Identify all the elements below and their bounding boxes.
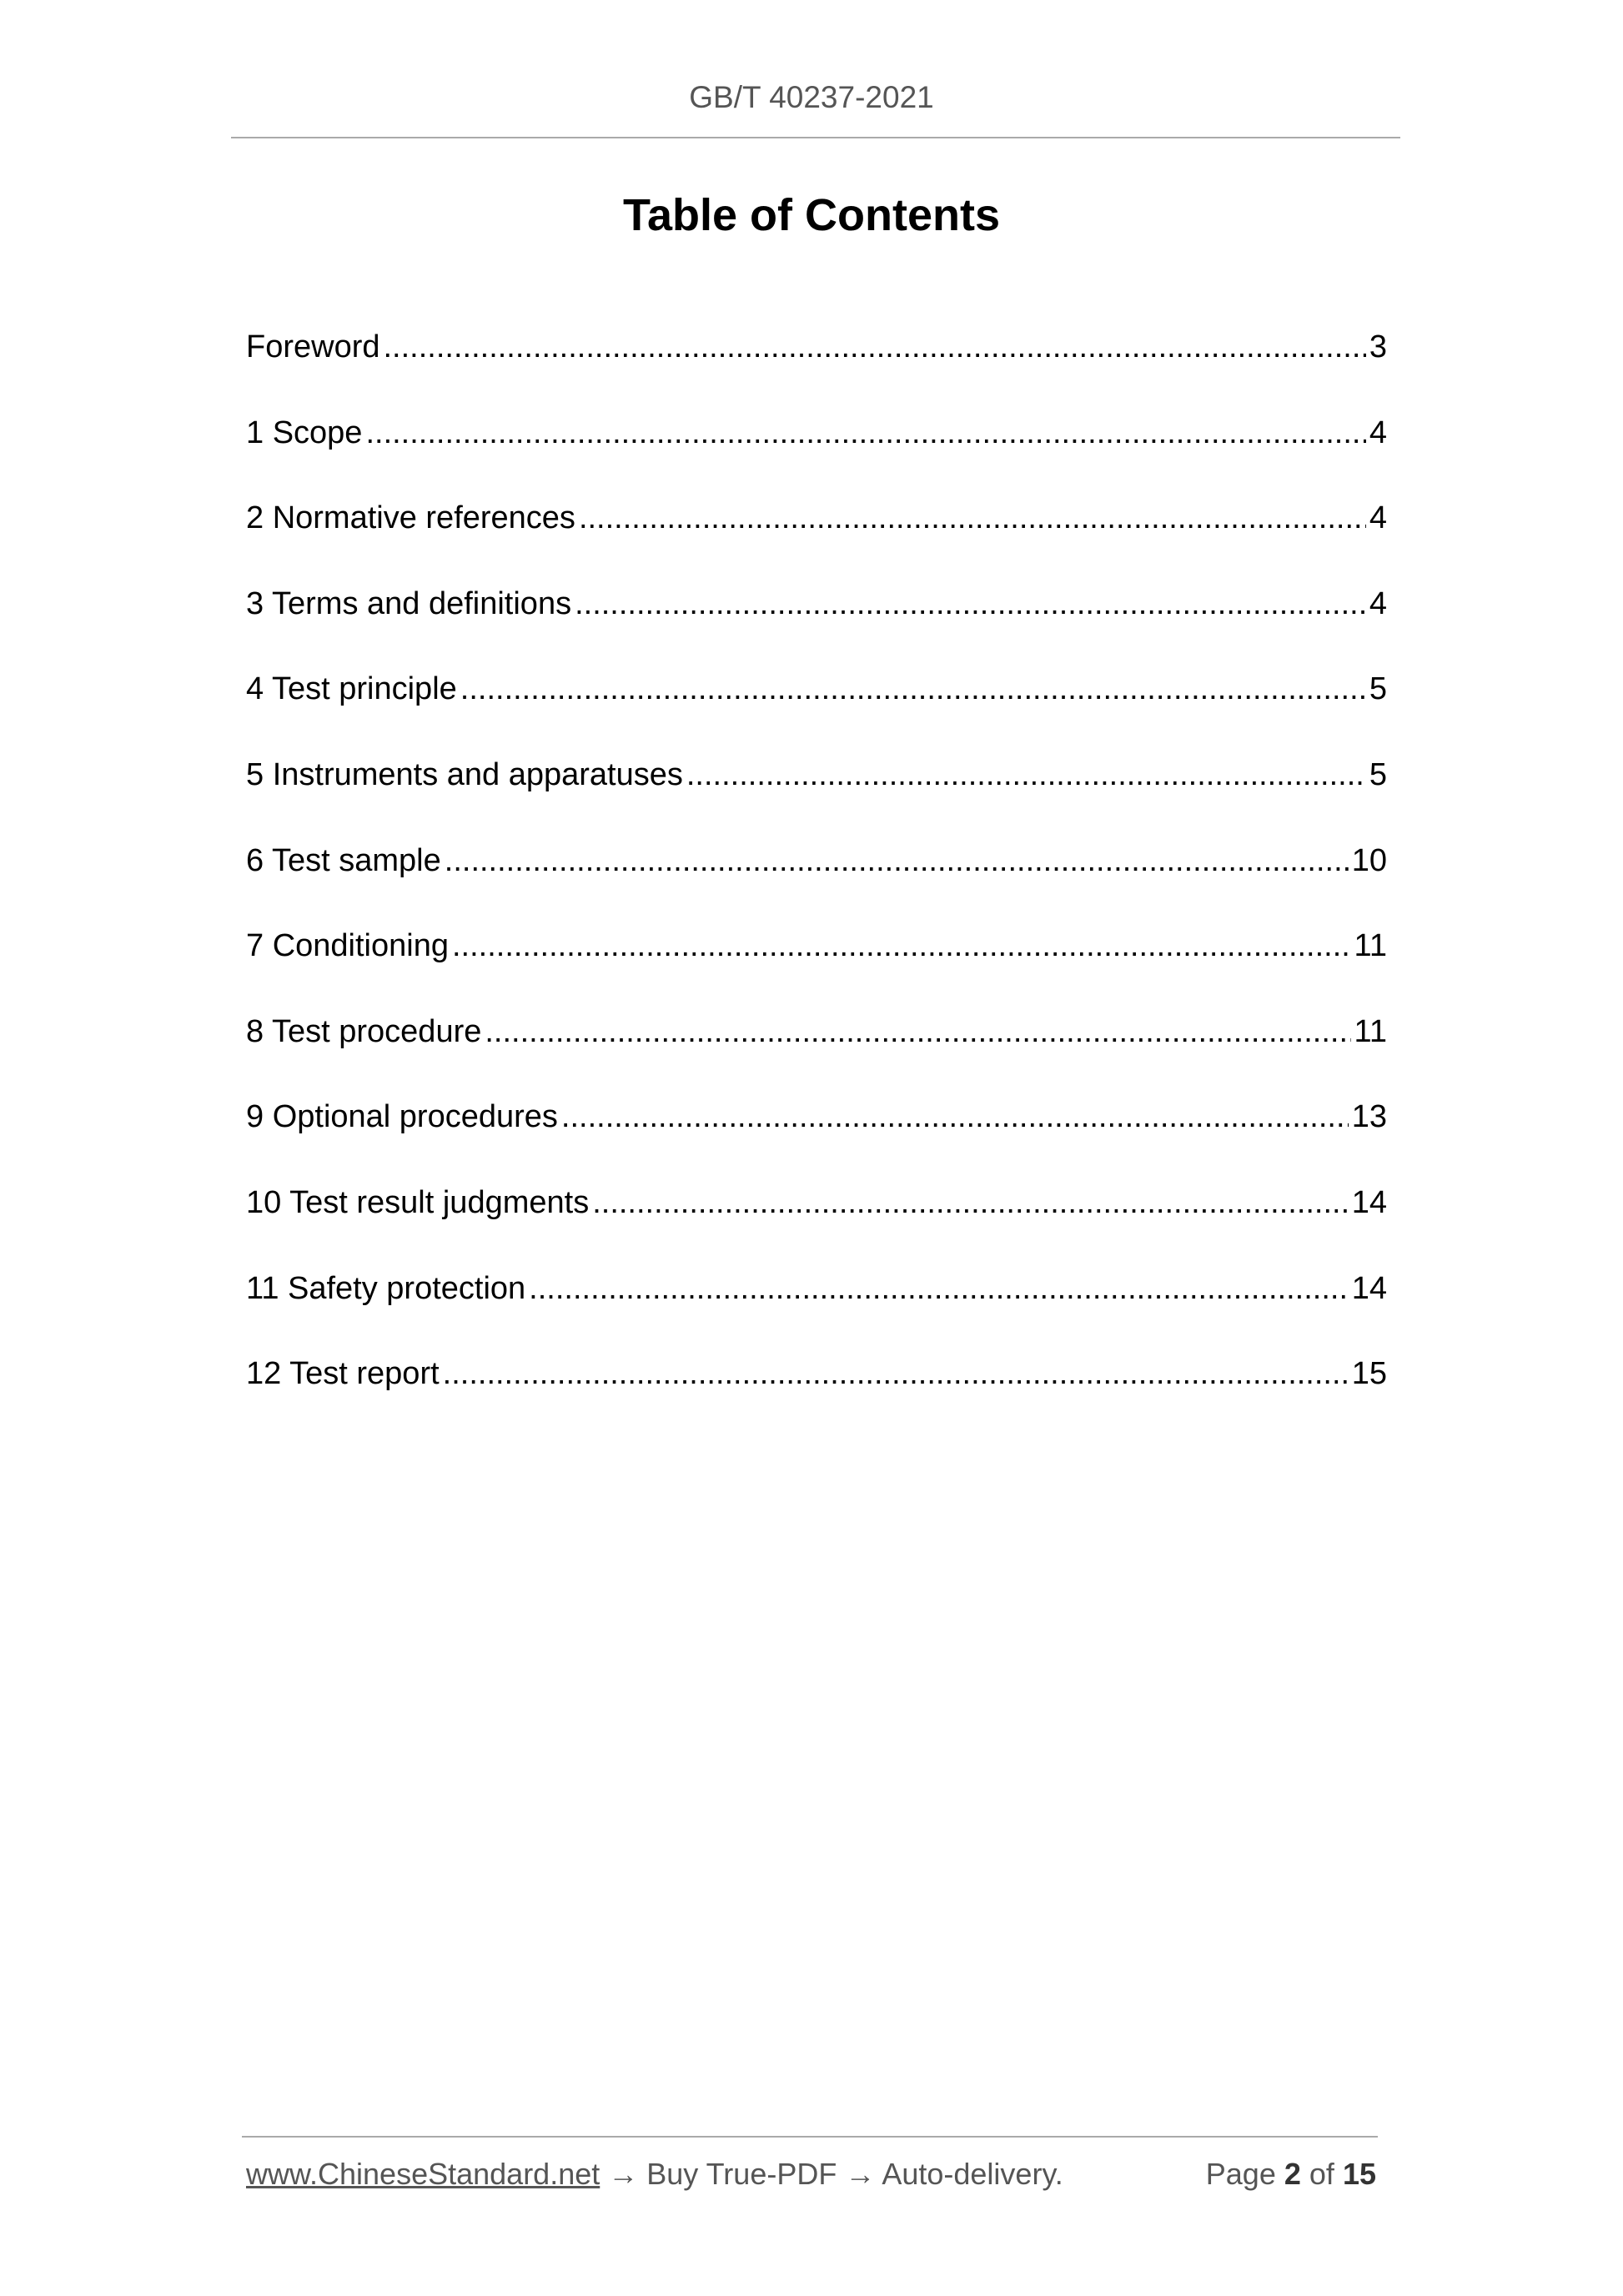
toc-entry-conditioning[interactable] <box>246 921 1387 1007</box>
page-indicator <box>1206 2157 1376 2192</box>
toc-entry-label: 5 Instruments and apparatuses <box>246 756 683 792</box>
toc-entry-test-report[interactable] <box>246 1349 1387 1434</box>
toc-entry-page: 5 <box>1369 671 1387 707</box>
toc-entry-page: 4 <box>1369 414 1387 450</box>
toc-entry-label: 9 Optional procedures <box>246 1099 558 1135</box>
toc-dot-leader <box>445 836 1349 886</box>
toc-entry-label: 10 Test result judgments <box>246 1184 590 1220</box>
footer-promo <box>246 2157 1063 2192</box>
toc-entry-optional-procedures[interactable] <box>246 1092 1387 1178</box>
toc-dot-leader <box>575 579 1366 629</box>
toc-dot-leader <box>365 408 1365 458</box>
toc-entry-test-sample[interactable] <box>246 836 1387 922</box>
toc-entry-label: Foreword <box>246 329 380 364</box>
toc-entry-instruments-and-apparatuses[interactable] <box>246 750 1387 836</box>
toc-dot-leader <box>452 921 1351 971</box>
toc-dot-leader <box>384 322 1366 372</box>
toc-entry-label: 1 Scope <box>246 414 363 450</box>
toc-entry-page: 4 <box>1369 585 1387 621</box>
total-pages-number: 15 <box>1342 2157 1376 2191</box>
toc-entry-label: 6 Test sample <box>246 842 441 878</box>
toc-dot-leader <box>443 1349 1349 1399</box>
toc-entry-page: 14 <box>1351 1184 1387 1220</box>
toc-entry-label: 2 Normative references <box>246 500 575 536</box>
footer-divider <box>242 2136 1378 2138</box>
page-footer <box>246 2157 1376 2192</box>
toc-entry-page: 10 <box>1351 842 1387 878</box>
toc-dot-leader <box>561 1092 1349 1142</box>
toc-entry-label: 4 Test principle <box>246 671 457 707</box>
toc-dot-leader <box>686 750 1366 800</box>
toc-entry-terms-and-definitions[interactable] <box>246 579 1387 665</box>
toc-entry-label: 11 Safety protection <box>246 1270 526 1306</box>
toc-entry-page: 11 <box>1354 928 1387 964</box>
promo-text: → Buy True-PDF → Auto-delivery. <box>608 2157 1063 2191</box>
toc-entry-label: 3 Terms and definitions <box>246 585 572 621</box>
toc-title: Table of Contents <box>623 190 1000 240</box>
toc-dot-leader <box>592 1178 1349 1228</box>
toc-entry-test-result-judgments[interactable] <box>246 1178 1387 1264</box>
toc-entry-test-principle[interactable] <box>246 664 1387 750</box>
toc-entry-safety-protection[interactable] <box>246 1264 1387 1349</box>
page-word: Page <box>1205 2157 1276 2191</box>
header-divider <box>231 137 1400 138</box>
toc-entry-scope[interactable] <box>246 408 1387 494</box>
toc-entry-normative-references[interactable] <box>246 493 1387 579</box>
toc-entry-page: 15 <box>1351 1356 1387 1392</box>
current-page-number: 2 <box>1284 2157 1301 2191</box>
of-word: of <box>1309 2157 1334 2191</box>
toc-dot-leader <box>485 1007 1350 1057</box>
toc-list <box>246 322 1387 1434</box>
toc-entry-page: 14 <box>1351 1270 1387 1306</box>
document-code-header: GB/T 40237-2021 <box>689 80 934 114</box>
toc-entry-test-procedure[interactable] <box>246 1007 1387 1093</box>
toc-entry-page: 13 <box>1351 1099 1387 1135</box>
toc-entry-label: 12 Test report <box>246 1356 440 1392</box>
toc-entry-page: 5 <box>1369 756 1387 792</box>
toc-entry-label: 8 Test procedure <box>246 1013 482 1049</box>
toc-dot-leader <box>529 1264 1349 1314</box>
site-link[interactable]: www.ChineseStandard.net <box>246 2157 600 2191</box>
toc-dot-leader <box>460 664 1366 714</box>
toc-entry-foreword[interactable] <box>246 322 1387 408</box>
toc-entry-label: 7 Conditioning <box>246 928 449 964</box>
toc-dot-leader <box>579 493 1366 543</box>
toc-entry-page: 11 <box>1354 1013 1387 1049</box>
toc-entry-page: 4 <box>1369 500 1387 536</box>
toc-entry-page: 3 <box>1369 329 1387 364</box>
